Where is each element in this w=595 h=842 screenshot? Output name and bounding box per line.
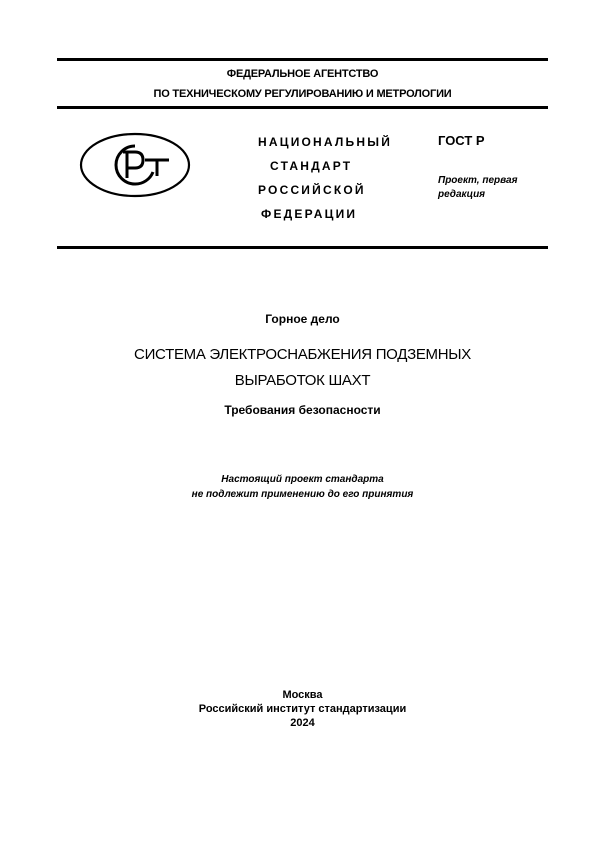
agency-line-1: ФЕДЕРАЛЬНОЕ АГЕНТСТВО [226, 68, 379, 80]
imprint-publisher: Российский институт стандартизации [198, 703, 407, 715]
imprint [57, 688, 548, 730]
draft-note: Проект, первая редакция [438, 175, 518, 200]
gost-r-emblem-icon [79, 132, 191, 198]
notice-line-2: не подлежит применению до его принятия [191, 489, 414, 500]
notice-line-1: Настоящий проект стандарта [221, 474, 384, 485]
title-line-2: ВЫРАБОТОК ШАХТ [234, 372, 371, 389]
standard-code: ГОСТ Р [438, 133, 485, 148]
imprint-year: 2024 [290, 717, 315, 729]
standard-line-1: НАЦИОНАЛЬНЫЙ [258, 135, 393, 149]
document-subtitle: Требования безопасности [224, 403, 381, 417]
document-title [57, 342, 548, 394]
section-rule [57, 246, 548, 249]
imprint-city: Москва [282, 689, 323, 701]
field-name: Горное дело [265, 312, 340, 326]
standard-line-3: РОССИЙСКОЙ [258, 183, 366, 197]
title-line-1: СИСТЕМА ЭЛЕКТРОСНАБЖЕНИЯ ПОДЗЕМНЫХ [134, 346, 471, 363]
top-rule [57, 58, 548, 61]
agency-line-2: ПО ТЕХНИЧЕСКОМУ РЕГУЛИРОВАНИЮ И МЕТРОЛОГИИ [153, 88, 452, 100]
standard-line-4: ФЕДЕРАЦИИ [261, 207, 358, 221]
standard-line-2: СТАНДАРТ [270, 159, 353, 173]
header-rule [57, 106, 548, 109]
national-standard-block [258, 130, 418, 226]
draft-notice [57, 472, 548, 502]
